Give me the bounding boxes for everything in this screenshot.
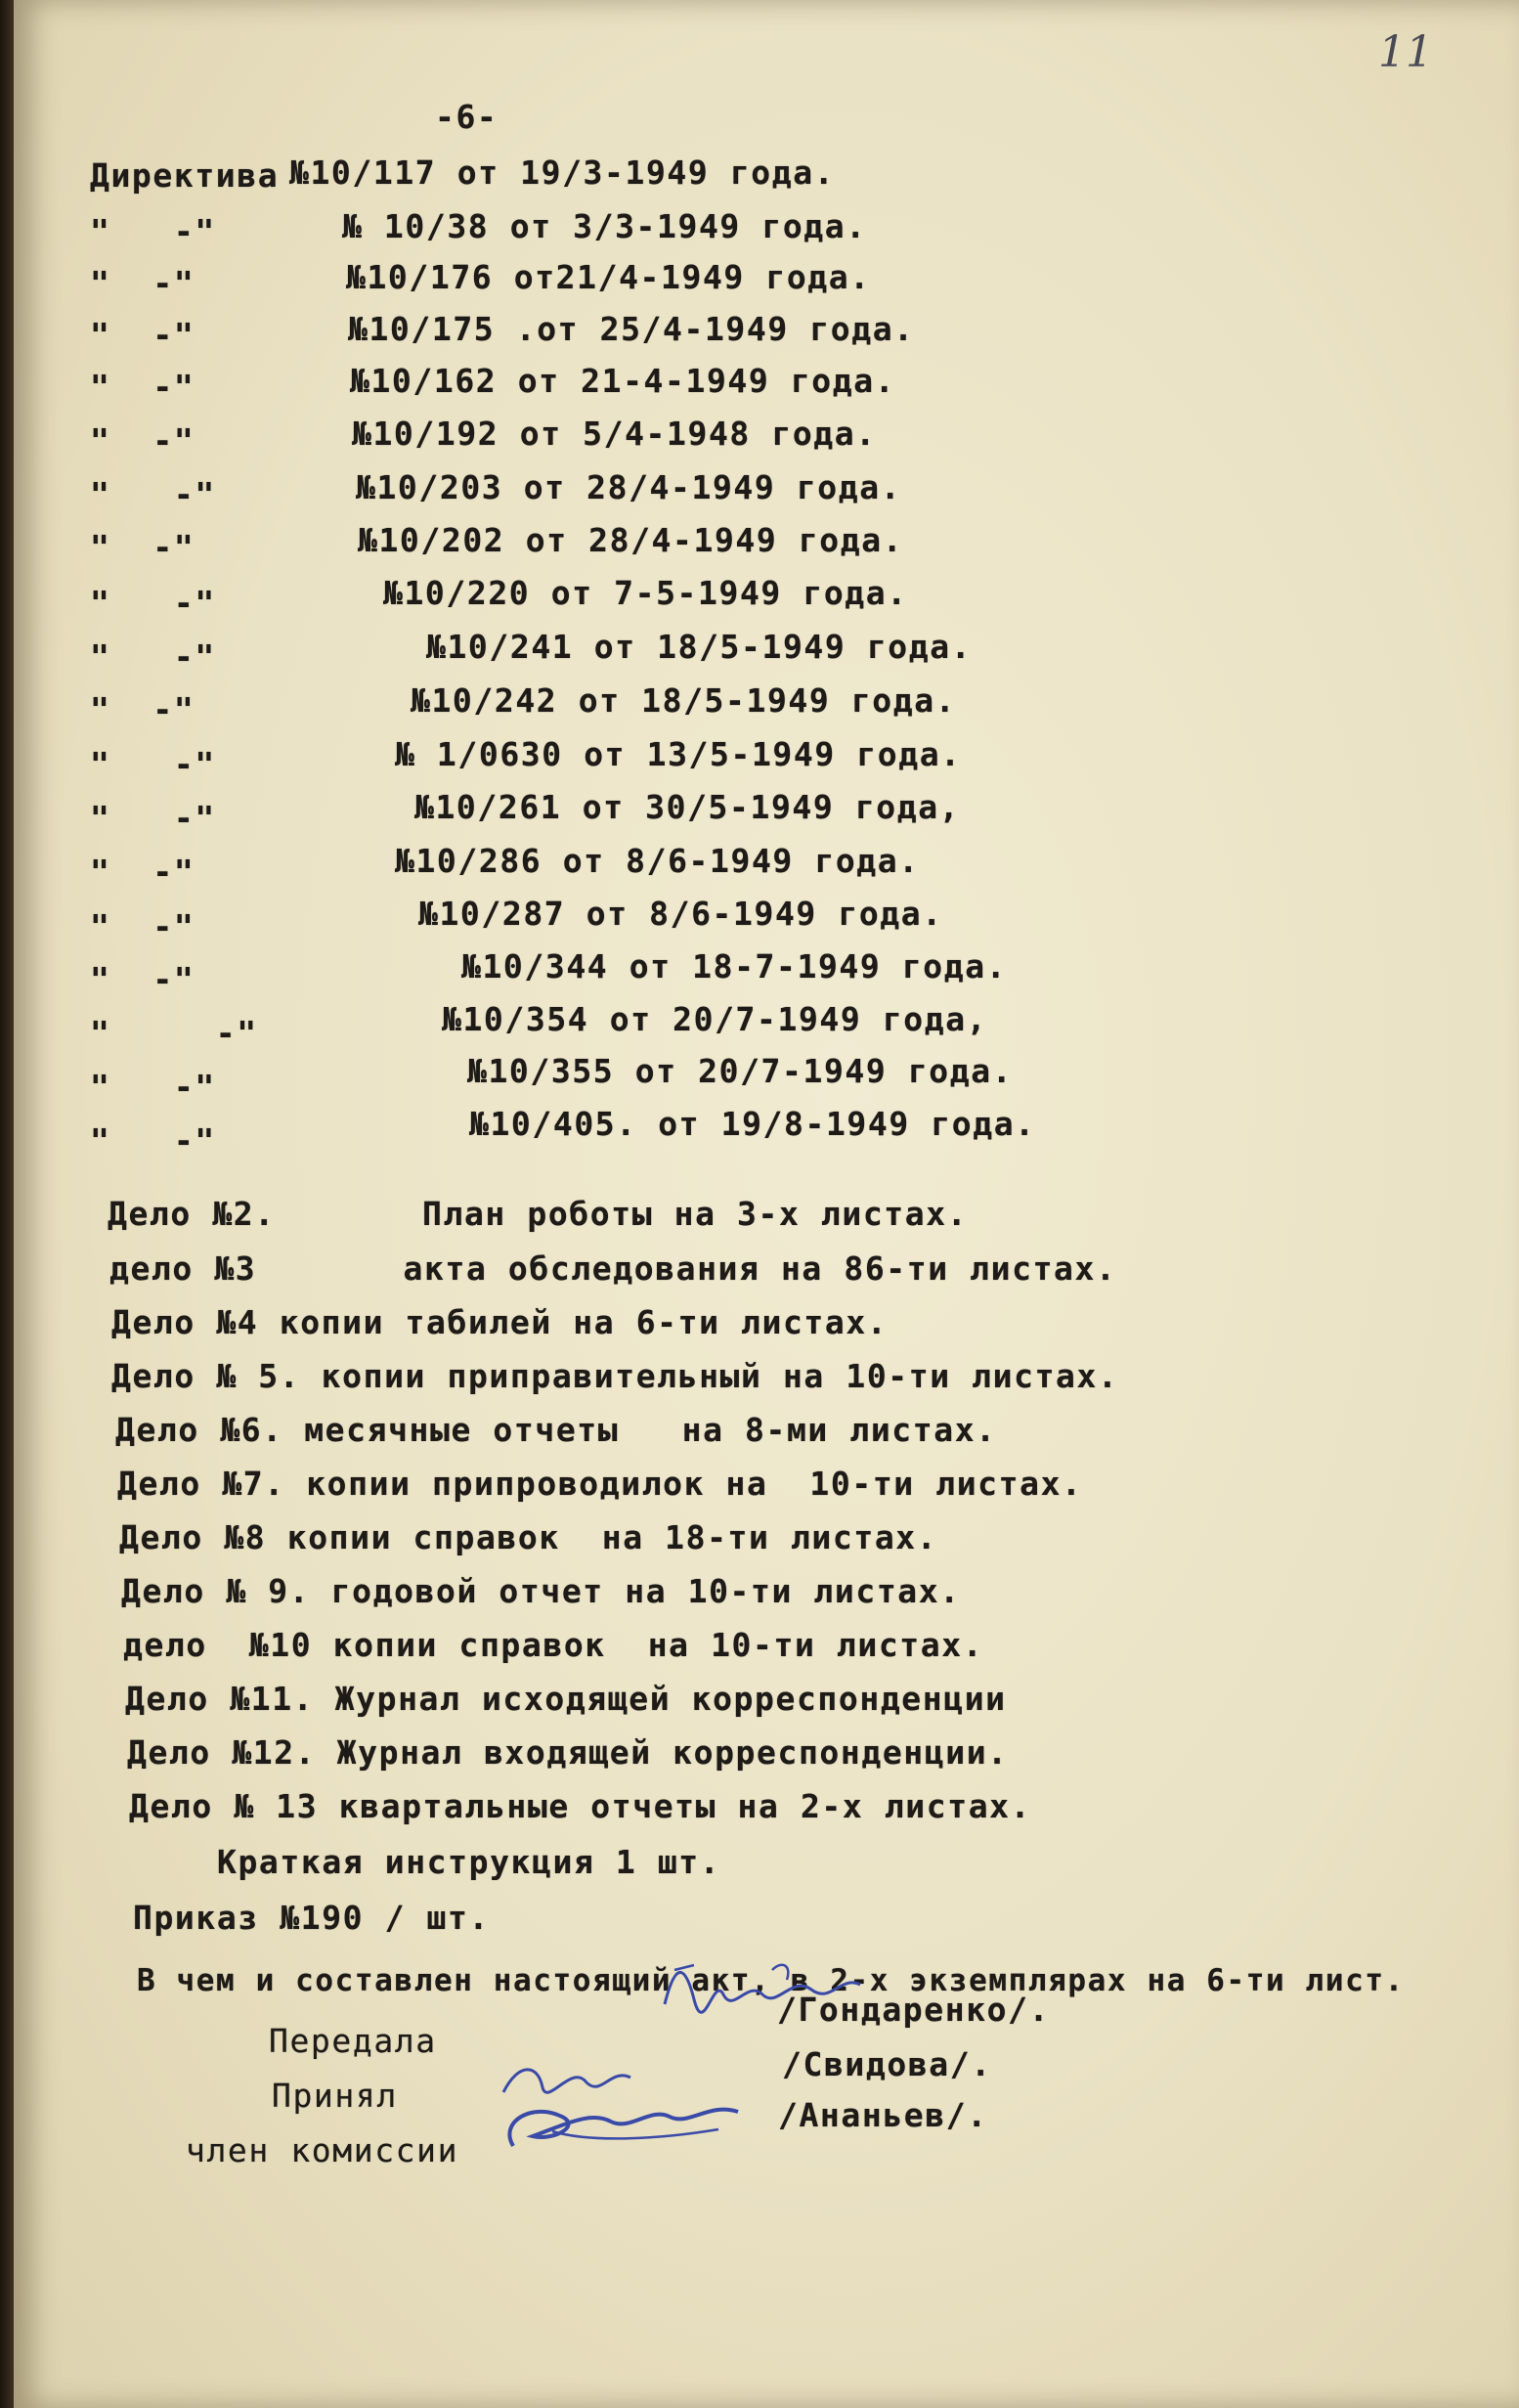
directive-entry: №10/261 от 30/5-1949 года,: [414, 788, 961, 826]
ditto-mark: " -": [90, 1014, 258, 1052]
directive-entry: №10/405. от 19/8-1949 года.: [469, 1105, 1036, 1143]
case-entry: дело №3 акта обследования на 86-ти листах.: [109, 1249, 1117, 1288]
case-entry: Дело №4 копии табилей на 6-ти листах.: [111, 1303, 889, 1341]
ditto-mark: " -": [90, 528, 195, 566]
signatory-role: Передала: [269, 2022, 437, 2060]
directive-entry: №10/192 от 5/4-1948 года.: [352, 415, 877, 453]
case-entry: дело №10 копии справок на 10-ти листах.: [123, 1626, 984, 1664]
ditto-mark: " -": [90, 853, 195, 891]
case-entry: Дело №8 копии справок на 18-ти листах.: [119, 1518, 938, 1556]
directive-entry: №10/242 от 18/5-1949 года.: [411, 681, 957, 720]
directive-entry: №10/287 от 8/6-1949 года.: [418, 895, 943, 933]
ditto-mark: " -": [90, 690, 195, 728]
directive-entry: №10/355 от 20/7-1949 года.: [467, 1052, 1014, 1090]
ditto-mark: " -": [90, 1068, 216, 1106]
case-entry: Дело №12. Журнал входящей корреспонденции.: [127, 1733, 1009, 1772]
signatory-name: /Свидова/.: [782, 2045, 992, 2083]
closing-statement: В чем и составлен настоящий акт, в 2-х экземплярах на 6-ти лист.: [137, 1963, 1405, 1998]
directive-entry: №10/175 .от 25/4-1949 года.: [348, 310, 915, 348]
directive-entry: №10/220 от 7-5-1949 года.: [383, 574, 908, 612]
directive-entry: № 10/38 от 3/3-1949 года.: [342, 207, 867, 245]
directive-entry: №10/241 от 18/5-1949 года.: [426, 628, 973, 666]
ditto-mark: " -": [90, 960, 195, 998]
ditto-mark: " -": [90, 584, 216, 622]
header-page-number: -6-: [435, 98, 499, 136]
handwritten-signature-2: [494, 2034, 748, 2151]
ditto-mark: " -": [90, 421, 195, 460]
ditto-mark: " -": [90, 745, 216, 783]
case-entry: Дело №6. месячные отчеты на 8-ми листах.: [115, 1411, 997, 1449]
ditto-mark: " -": [90, 799, 216, 837]
directive-entry: №10/203 от 28/4-1949 года.: [356, 468, 902, 506]
directive-entry: №10/344 от 18-7-1949 года.: [461, 947, 1008, 985]
ditto-mark: " -": [90, 264, 195, 302]
signatory-name: /Гондаренко/.: [777, 1991, 1051, 2029]
signatory-name: /Ананьев/.: [778, 2096, 988, 2134]
ditto-mark: " -": [90, 475, 216, 513]
directive-entry: №10/202 от 28/4-1949 года.: [358, 521, 904, 559]
ditto-mark: " -": [90, 368, 195, 406]
signatory-role: член комиссии: [186, 2131, 459, 2169]
ditto-mark: " -": [90, 212, 216, 250]
directive-entry: №10/354 от 20/7-1949 года,: [442, 1000, 988, 1038]
directive-entry: №10/162 от 21-4-1949 года.: [350, 362, 896, 400]
signatory-role: Принял: [272, 2077, 398, 2115]
ditto-mark: " -": [90, 637, 216, 676]
directive-entry: №10/176 от21/4-1949 года.: [346, 258, 871, 296]
directive-entry: №10/117 от 19/3-1949 года.: [289, 153, 836, 192]
ditto-mark: " -": [90, 1121, 216, 1160]
case-entry: Дело №7. копии припроводилок на 10-ти листах.: [117, 1465, 1083, 1503]
directive-entry: №10/286 от 8/6-1949 года.: [395, 842, 920, 880]
order-line: Приказ №190 / шт.: [133, 1899, 490, 1937]
ditto-mark: " -": [90, 316, 195, 354]
case-entry: Дело № 9. годовой отчет на 10-ти листах.: [121, 1572, 961, 1610]
directive-label: Директива: [90, 156, 280, 195]
handwritten-signature-1: [655, 1946, 870, 2024]
directive-entry: № 1/0630 от 13/5-1949 года.: [395, 735, 962, 773]
case-entry: Дело №11. Журнал исходящей корреспонденции: [125, 1680, 1007, 1718]
ditto-mark: " -": [90, 907, 195, 945]
case-entry: Дело №2. План роботы на 3-х листах.: [108, 1195, 969, 1233]
case-entry: Дело № 5. копии приправительный на 10-ти листах.: [111, 1357, 1119, 1395]
case-entry: Дело № 13 квартальные отчеты на 2-х листах.: [129, 1787, 1032, 1825]
handwritten-page-number: 11: [1378, 27, 1433, 77]
instruction-line: Краткая инструкция 1 шт.: [217, 1843, 721, 1881]
